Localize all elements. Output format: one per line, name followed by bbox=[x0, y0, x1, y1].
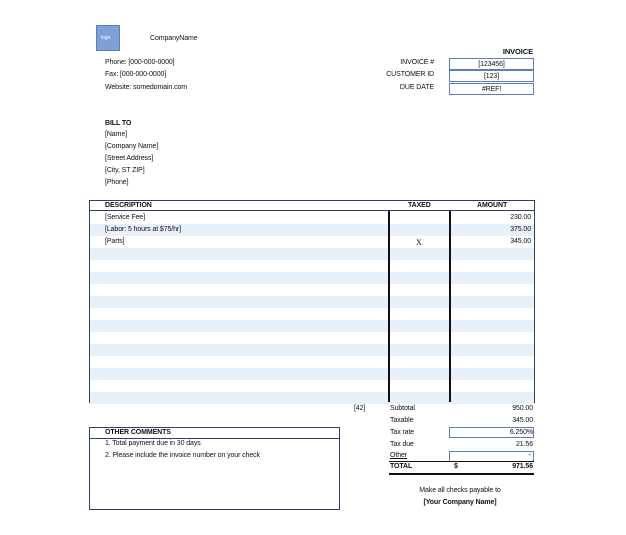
row-3-taxed[interactable]: X bbox=[416, 238, 422, 247]
table-row-stripe bbox=[90, 296, 534, 308]
bill-to-city: [City, ST ZIP] bbox=[105, 167, 145, 174]
tax-due-label: Tax due bbox=[390, 441, 414, 448]
invoice-number-field[interactable]: [123456] bbox=[449, 58, 534, 70]
table-row-stripe bbox=[90, 320, 534, 332]
subtotal-value: 950.00 bbox=[512, 405, 533, 412]
table-row-stripe bbox=[90, 392, 534, 404]
invoice-number-label: INVOICE # bbox=[400, 59, 434, 66]
total-label: TOTAL bbox=[390, 463, 413, 470]
due-date-field[interactable]: #REF! bbox=[449, 83, 534, 95]
row-3-description[interactable]: [Parts] bbox=[105, 238, 125, 245]
tax-rate-value[interactable]: 6.250% bbox=[509, 429, 533, 436]
bill-to-phone: [Phone] bbox=[105, 179, 129, 186]
customer-id-label: CUSTOMER ID bbox=[386, 71, 434, 78]
table-row-stripe bbox=[90, 344, 534, 356]
row-1-description[interactable]: [Service Fee] bbox=[105, 214, 145, 221]
total-double-rule bbox=[389, 473, 534, 475]
total-currency: $ bbox=[454, 463, 458, 470]
description-header: DESCRIPTION bbox=[105, 202, 152, 209]
row-2-description[interactable]: [Labor: 5 hours at $75/hr] bbox=[105, 226, 182, 233]
row-3-amount[interactable]: 345.00 bbox=[510, 238, 531, 245]
row-count: [42] bbox=[354, 405, 366, 412]
bill-to-name: [Name] bbox=[105, 131, 127, 138]
row-2-amount[interactable]: 375.00 bbox=[510, 226, 531, 233]
taxed-header: TAXED bbox=[408, 202, 431, 209]
bill-to-company: [Company Name] bbox=[105, 143, 159, 150]
total-rule bbox=[389, 461, 534, 462]
comment-line-2: 2. Please include the invoice number on your check bbox=[105, 452, 260, 459]
other-comments-box bbox=[89, 427, 340, 510]
table-row-stripe bbox=[90, 368, 534, 380]
payable-company: [Your Company Name] bbox=[423, 499, 497, 506]
bill-to-heading: BILL TO bbox=[105, 120, 132, 127]
tax-rate-label: Tax rate bbox=[390, 429, 415, 436]
company-name: CompanyName bbox=[150, 35, 198, 42]
taxable-value: 345.00 bbox=[512, 417, 533, 424]
taxed-column-divider bbox=[388, 211, 390, 402]
amount-column-divider bbox=[449, 211, 451, 402]
comment-line-1: 1. Total payment due in 30 days bbox=[105, 440, 201, 447]
customer-id-field[interactable]: [123] bbox=[449, 70, 534, 82]
tax-due-value: 21.56 bbox=[515, 441, 533, 448]
other-label: Other bbox=[390, 452, 408, 459]
line-items-table bbox=[89, 200, 535, 403]
due-date-label: DUE DATE bbox=[399, 84, 434, 91]
other-comments-heading: OTHER COMMENTS bbox=[90, 428, 339, 439]
taxable-label: Taxable bbox=[390, 417, 414, 424]
invoice-title: INVOICE bbox=[502, 47, 533, 56]
company-logo bbox=[96, 25, 120, 51]
table-header bbox=[90, 201, 534, 211]
contact-website: Website: somedomain.com bbox=[105, 84, 187, 91]
amount-header: AMOUNT bbox=[477, 202, 508, 209]
total-value: 971.56 bbox=[512, 463, 533, 470]
payable-note: Make all checks payable to bbox=[419, 487, 501, 494]
subtotal-label: Subtotal bbox=[390, 405, 415, 412]
contact-fax: Fax: [000-000-0000] bbox=[105, 71, 167, 78]
table-row-stripe bbox=[90, 248, 534, 260]
logo-text: logo bbox=[101, 35, 111, 41]
row-1-amount[interactable]: 230.00 bbox=[510, 214, 531, 221]
other-value[interactable]: - bbox=[528, 452, 531, 459]
table-row-stripe bbox=[90, 272, 534, 284]
contact-phone: Phone: [000-000-0000] bbox=[105, 59, 175, 66]
bill-to-street: [Street Address] bbox=[105, 155, 154, 162]
